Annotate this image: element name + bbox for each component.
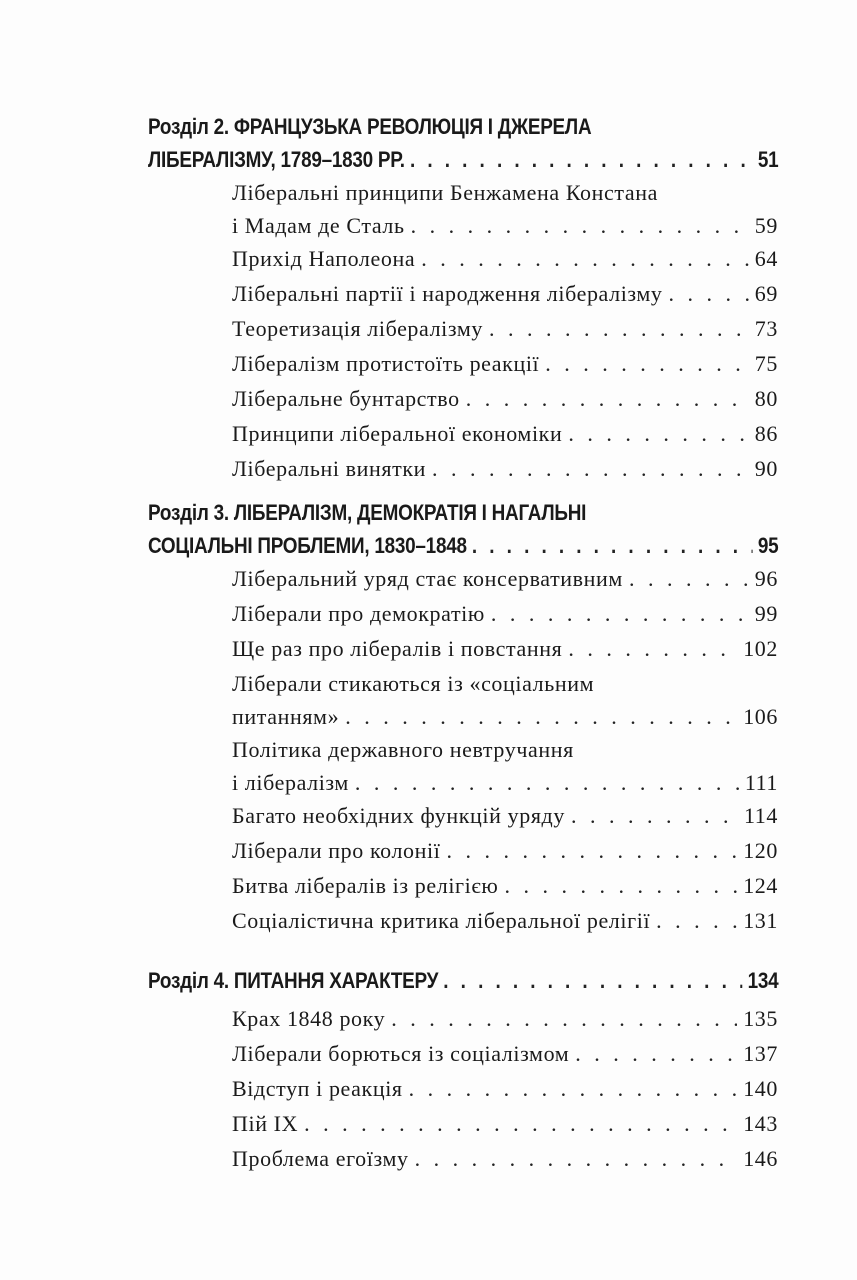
chapter-heading-entry — [148, 143, 778, 176]
toc-entry[interactable] — [232, 667, 778, 733]
dot-leader — [466, 382, 749, 415]
toc-entry[interactable] — [232, 799, 778, 834]
page-number: 59 — [754, 213, 778, 238]
entry-title: питанням» — [232, 704, 340, 729]
toc-entry[interactable] — [232, 242, 778, 277]
dot-leader — [410, 143, 753, 176]
dot-leader — [421, 242, 749, 275]
chapter-heading-entry — [148, 964, 778, 997]
page-number: 114 — [744, 803, 778, 828]
dot-leader — [443, 964, 742, 997]
entry-title: Ліберали борються із соціалізмом — [232, 1041, 570, 1066]
toc-entry[interactable] — [232, 597, 778, 632]
page-number: 140 — [743, 1076, 778, 1101]
entry-title: Ліберальне бунтарство — [232, 386, 460, 411]
page-number: 111 — [744, 770, 778, 795]
page-number: 143 — [743, 1111, 778, 1136]
entry-title: Ліберали про демократію — [232, 601, 485, 626]
toc-entry[interactable] — [232, 417, 778, 452]
toc-entry[interactable] — [232, 733, 778, 799]
chapter-4-sections — [232, 1002, 778, 1177]
chapter-3-sections — [232, 562, 778, 939]
dot-leader — [355, 766, 739, 799]
dot-leader — [345, 700, 737, 733]
dot-leader — [568, 417, 748, 450]
chapter-2-sections — [232, 176, 778, 487]
dot-leader — [568, 632, 737, 665]
entry-title: Теоретизація лібералізму — [232, 316, 483, 341]
dot-leader — [409, 1072, 738, 1105]
page-number: 95 — [757, 533, 779, 558]
toc-entry[interactable] — [232, 1002, 778, 1037]
toc-entry[interactable] — [232, 1107, 778, 1142]
toc-entry[interactable] — [232, 452, 778, 487]
dot-leader — [489, 312, 749, 345]
page-number: 102 — [743, 636, 778, 661]
page-number: 86 — [754, 421, 778, 446]
dot-leader — [432, 452, 749, 485]
toc-entry[interactable] — [232, 904, 778, 939]
entry-title-line: Політика державного невтручання — [232, 737, 574, 762]
page-number: 134 — [747, 968, 779, 993]
page-number: 106 — [743, 704, 778, 729]
dot-leader — [411, 209, 749, 242]
dot-leader — [571, 799, 738, 832]
entry-title: Ще раз про лібералів і повстання — [232, 636, 563, 661]
toc-entry[interactable] — [232, 312, 778, 347]
entry-title: Ліберали про колонії — [232, 838, 441, 863]
dot-leader — [415, 1142, 738, 1175]
toc-entry[interactable] — [232, 347, 778, 382]
dot-leader — [656, 904, 737, 937]
toc-entry[interactable] — [232, 1072, 778, 1107]
entry-title: Пій IX — [232, 1111, 299, 1136]
entry-title: Ліберальні винятки — [232, 456, 426, 481]
entry-title: і Мадам де Сталь — [232, 213, 405, 238]
toc-entry[interactable] — [232, 834, 778, 869]
toc-entry[interactable] — [232, 632, 778, 667]
page-number: 124 — [743, 873, 778, 898]
page-number: 64 — [754, 246, 778, 271]
toc-entry[interactable] — [232, 1037, 778, 1072]
chapter-heading-text: ЛІБЕРАЛІЗМУ, 1789–1830 РР. — [148, 147, 405, 172]
chapter-4-heading[interactable] — [148, 964, 778, 997]
dot-leader — [545, 347, 749, 380]
dot-leader — [304, 1107, 737, 1140]
dot-leader — [391, 1002, 737, 1035]
entry-title: Ліберальні партії і народження лібералізму — [232, 281, 663, 306]
chapter-3-heading[interactable] — [148, 496, 778, 562]
page-number: 96 — [754, 566, 778, 591]
page-number: 146 — [743, 1146, 778, 1171]
entry-title: Принципи ліберальної економіки — [232, 421, 563, 446]
entry-title: Прихід Наполеона — [232, 246, 416, 271]
toc-entry[interactable] — [232, 869, 778, 904]
entry-title: Ліберальний уряд стає консервативним — [232, 566, 623, 591]
chapter-heading-text: СОЦІАЛЬНІ ПРОБЛЕМИ, 1830–1848 — [148, 533, 467, 558]
toc-entry[interactable] — [232, 562, 778, 597]
entry-title: Соціалістична критика ліберальної релігії — [232, 908, 651, 933]
dot-leader — [629, 562, 749, 595]
page-number: 137 — [743, 1041, 778, 1066]
toc-entry[interactable] — [232, 1142, 778, 1177]
entry-title: Крах 1848 року — [232, 1006, 386, 1031]
page-number: 90 — [754, 456, 778, 481]
page-number: 69 — [754, 281, 778, 306]
page-number: 120 — [743, 838, 778, 863]
chapter-heading-line: Розділ 3. ЛІБЕРАЛІЗМ, ДЕМОКРАТІЯ І НАГАЛЬНІ — [148, 500, 587, 525]
entry-title: Лібералізм протистоїть реакції — [232, 351, 540, 376]
entry-title: Битва лібералів із релігією — [232, 873, 499, 898]
dot-leader — [669, 277, 749, 310]
toc-entry[interactable] — [232, 277, 778, 312]
dot-leader — [446, 834, 737, 867]
entry-title-line: Ліберали стикаються із «соціальним — [232, 671, 595, 696]
page-number: 75 — [754, 351, 778, 376]
dot-leader — [472, 529, 753, 562]
page-number: 131 — [743, 908, 778, 933]
dot-leader — [504, 869, 737, 902]
page-number: 51 — [757, 147, 779, 172]
chapter-heading-text: Розділ 4. ПИТАННЯ ХАРАКТЕРУ — [148, 968, 439, 993]
entry-title: Проблема егоїзму — [232, 1146, 409, 1171]
entry-title: Відступ і реакція — [232, 1076, 403, 1101]
dot-leader — [491, 597, 749, 630]
entry-title-line: Ліберальні принципи Бенжамена Констана — [232, 180, 658, 205]
toc-entry[interactable] — [232, 382, 778, 417]
chapter-heading-line: Розділ 2. ФРАНЦУЗЬКА РЕВОЛЮЦІЯ І ДЖЕРЕЛА — [148, 114, 592, 139]
page-number: 99 — [754, 601, 778, 626]
page-number: 80 — [754, 386, 778, 411]
dot-leader — [575, 1037, 737, 1070]
page-number: 135 — [743, 1006, 778, 1031]
entry-title: і лібералізм — [232, 770, 349, 795]
chapter-2-heading[interactable] — [148, 110, 778, 176]
toc-entry[interactable] — [232, 176, 778, 242]
entry-title: Багато необхідних функцій уряду — [232, 803, 565, 828]
page-number: 73 — [754, 316, 778, 341]
chapter-heading-entry — [148, 529, 778, 562]
